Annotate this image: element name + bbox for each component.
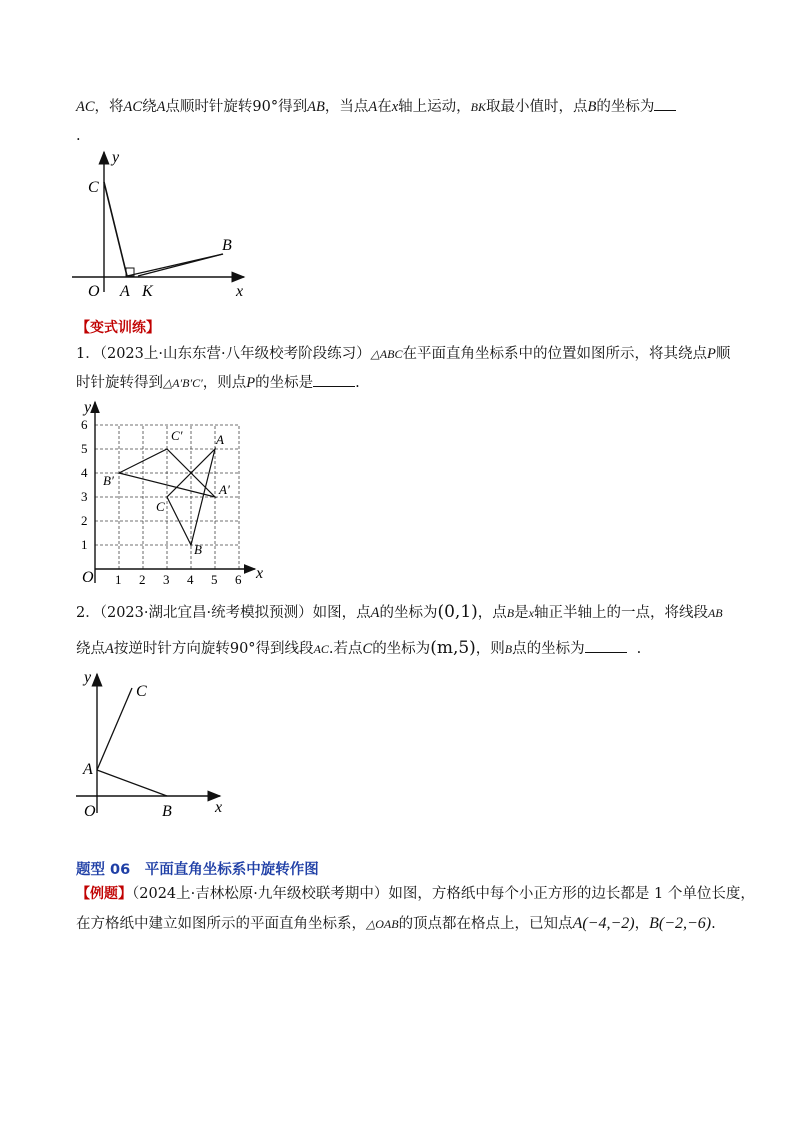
math-triangle-abc: △ABC	[370, 347, 403, 361]
math-point-a: A(−4,−2)	[572, 915, 635, 932]
answer-blank	[585, 638, 627, 653]
section-heading-variant: 【变式训练】	[76, 320, 160, 336]
fig1-label-k: K	[142, 283, 153, 300]
text: 轴正半轴上的一点，将线段	[533, 605, 708, 621]
text: 在方格纸中建立如图所示的平面直角坐标系，	[76, 916, 366, 932]
fig3-label-o: O	[84, 803, 96, 820]
q1-line1	[76, 344, 730, 364]
math-x: x	[391, 99, 399, 115]
math-angle: 90°	[252, 99, 279, 115]
q1-source: （2023上·山东东营·八年级校考阶段练习）	[99, 346, 371, 362]
fig2-x-tick: 4	[187, 572, 194, 587]
q2-source: （2023·湖北宜昌·统考模拟预测）	[99, 605, 313, 621]
math-ac: AC	[76, 99, 95, 115]
fig2-y-tick: 4	[81, 465, 88, 480]
math-a: A	[105, 641, 114, 657]
example-line2	[76, 914, 716, 934]
answer-blank	[313, 372, 355, 387]
fig1-label-o: O	[88, 283, 100, 300]
math-triangle-oab: △OAB	[366, 917, 399, 931]
text: 点的坐标为	[512, 641, 585, 657]
text: 绕	[142, 99, 157, 115]
problem-top-line2: .	[76, 128, 81, 144]
fig2-label-c: C	[156, 499, 165, 514]
fig2-label-o: O	[82, 569, 94, 586]
q2-number: 2．	[76, 605, 100, 621]
example-tag: 【例题】	[76, 886, 132, 902]
text: ，则点	[202, 375, 247, 391]
example-source: （2024上·吉林松原·九年级校联考期中）	[132, 886, 389, 902]
example-line1	[76, 884, 755, 904]
text: 在平面直角坐标系中的位置如图所示，将其绕点	[402, 346, 708, 362]
text: 取最小值时，点	[485, 99, 588, 115]
text: .	[711, 916, 716, 932]
math-x: x	[528, 606, 534, 620]
text: 的顶点都在格点上，已知点	[398, 916, 573, 932]
text: 的坐标是	[255, 375, 314, 391]
text: 得到线段	[255, 641, 314, 657]
figure2-grid-diagram	[70, 398, 270, 588]
text: 轴上运动，	[398, 99, 471, 115]
fig2-y-tick: 2	[81, 513, 88, 528]
fig2-y-tick: 5	[81, 441, 88, 456]
text: ，将	[94, 99, 124, 115]
math-bk: BK	[470, 100, 486, 114]
math-ac: AC	[123, 99, 143, 115]
fig2-label-b-prime: B′	[103, 473, 114, 488]
text: 如图，点	[312, 605, 371, 621]
math-p: P	[707, 346, 716, 362]
fig2-x-tick: 1	[115, 572, 122, 587]
text: .	[355, 375, 360, 391]
fig2-x-tick: 3	[163, 572, 170, 587]
figure1-diagram	[60, 146, 260, 306]
math-b: B	[587, 99, 597, 115]
text: 在	[377, 99, 392, 115]
math-a: A	[368, 99, 378, 115]
answer-blank	[654, 96, 676, 111]
math-ab: AB	[307, 99, 325, 115]
math-ac: AC	[313, 642, 329, 656]
math-angle: 90°	[229, 641, 256, 657]
fig2-y-tick: 1	[81, 537, 88, 552]
text: 点顺时针旋转	[165, 99, 253, 115]
math-b: B	[504, 642, 513, 656]
fig1-label-b: B	[222, 237, 232, 254]
fig2-label-a: A	[216, 432, 224, 447]
fig2-x-tick: 5	[211, 572, 218, 587]
fig2-label-a-prime: A′	[219, 482, 230, 497]
fig1-label-a: A	[120, 283, 130, 300]
text: 的坐标为	[372, 641, 431, 657]
q1-line2	[76, 372, 360, 393]
text: .	[636, 641, 642, 657]
text: 如图，方格纸中每个小正方形的边长都是 1 个单位长度，	[388, 886, 755, 902]
fig2-x-tick: 6	[235, 572, 242, 587]
fig1-label-x: x	[236, 283, 244, 300]
fig2-label-x: x	[256, 565, 264, 582]
math-p: P	[246, 375, 256, 391]
text: 的坐标为	[596, 99, 655, 115]
fig2-y-tick: 3	[81, 489, 88, 504]
math-ab: AB	[707, 606, 723, 620]
q2-line2	[76, 638, 641, 659]
fig3-label-a: A	[83, 761, 93, 778]
text: 的坐标为	[379, 605, 438, 621]
section-heading-06: 题型 06 平面直角坐标系中旋转作图	[76, 862, 319, 878]
q1-number: 1．	[76, 346, 100, 362]
fig2-y-tick: 6	[81, 417, 88, 432]
fig1-label-c: C	[88, 179, 99, 196]
text: 按逆时针方向旋转	[113, 641, 230, 657]
fig3-label-b: B	[162, 803, 172, 820]
problem-top-line1	[76, 96, 676, 117]
math-a: A	[156, 99, 166, 115]
text: 顺	[715, 346, 731, 362]
math-a: A	[370, 605, 380, 621]
text: ，	[634, 916, 650, 932]
text: ，点	[477, 605, 507, 621]
text: ，则	[475, 641, 505, 657]
math-coord-a: (0,1)	[437, 602, 478, 622]
fig2-label-y: y	[84, 399, 92, 416]
fig1-label-y: y	[112, 149, 120, 166]
math-b: B	[506, 606, 515, 620]
fig3-label-x: x	[215, 799, 223, 816]
math-c: C	[362, 641, 373, 657]
math-triangle-abc-prime: △A′B′C′	[163, 376, 203, 390]
text: 时针旋转得到	[76, 375, 163, 391]
fig2-label-c-prime: C′	[171, 428, 183, 443]
text: .若点	[328, 641, 363, 657]
figure3-diagram	[70, 668, 240, 828]
text: 是	[514, 605, 529, 621]
fig3-label-c: C	[136, 683, 147, 700]
text: 绕点	[76, 641, 105, 657]
q2-line1	[76, 602, 723, 623]
math-point-b: B(−2,−6)	[649, 915, 712, 932]
fig2-label-b: B	[194, 542, 202, 557]
text: 得到	[278, 99, 308, 115]
math-coord-c: (m,5)	[430, 638, 476, 658]
fig2-x-tick: 2	[139, 572, 146, 587]
fig3-label-y: y	[84, 669, 92, 686]
text: ，当点	[324, 99, 369, 115]
